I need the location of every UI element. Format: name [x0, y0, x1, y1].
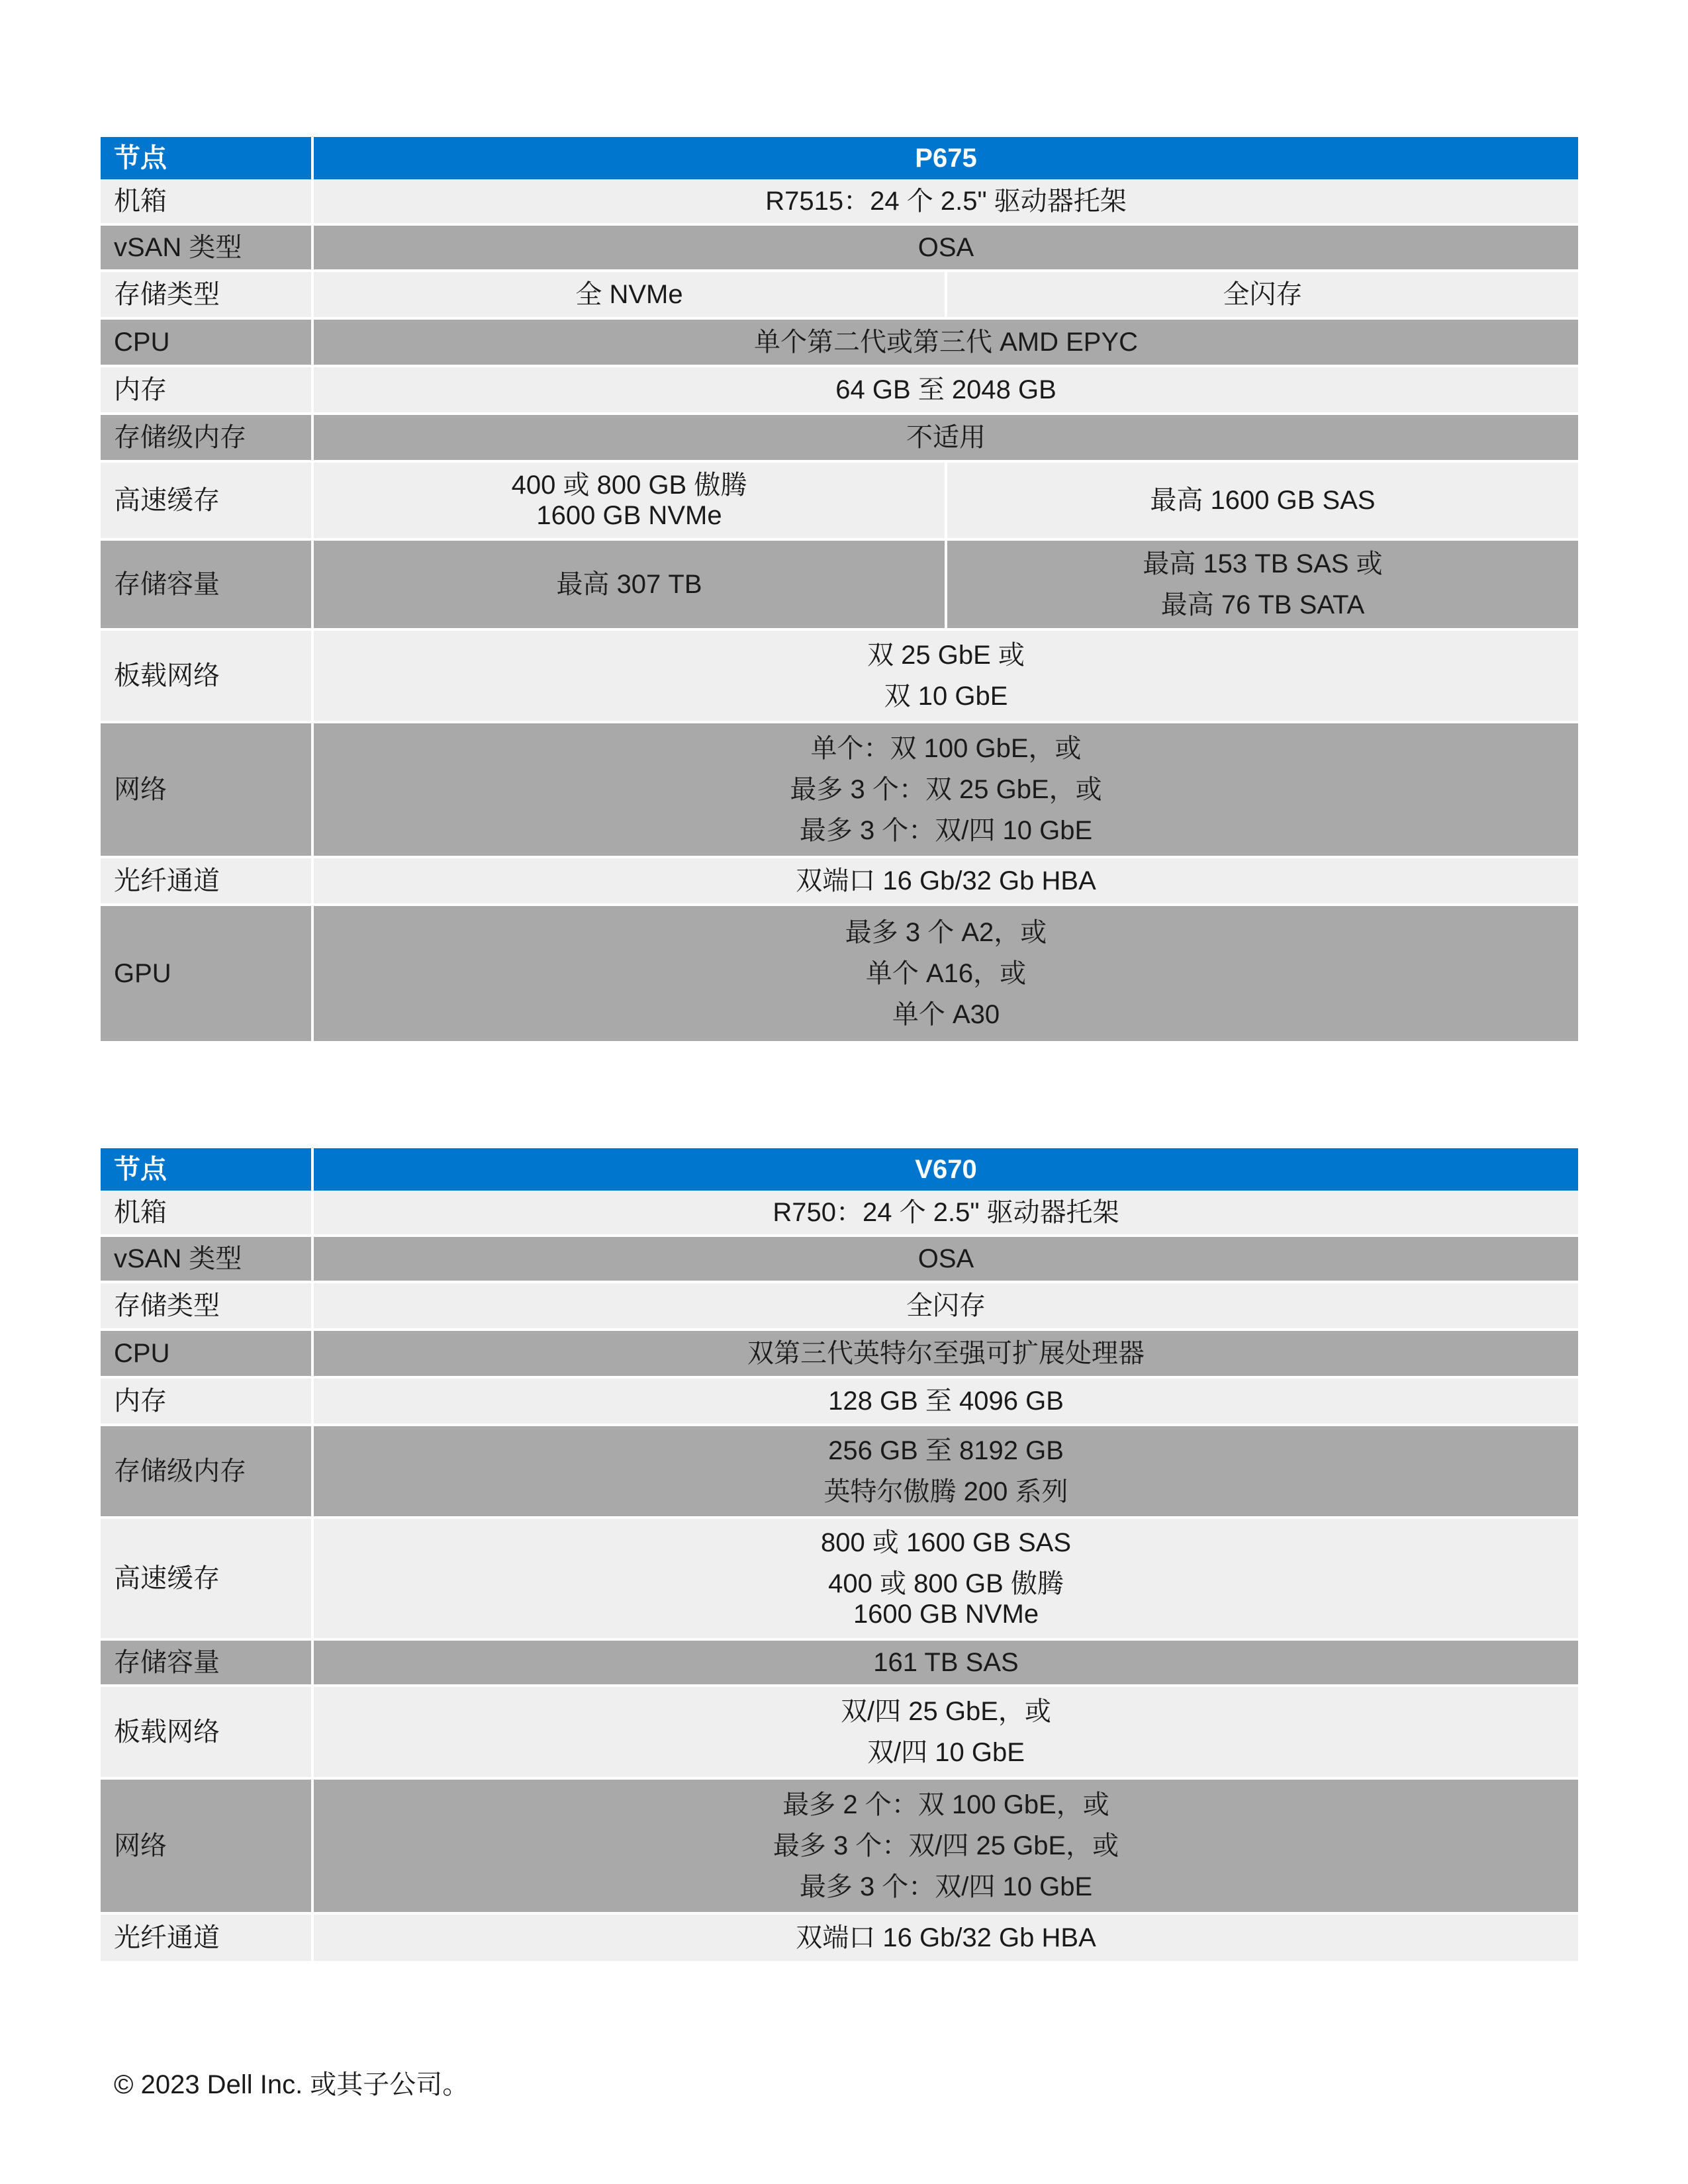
table-row — [101, 1687, 1578, 1780]
value-line: 400 或 800 GB 傲腾 — [828, 1569, 1064, 1598]
row-value — [311, 906, 1578, 1041]
row-value: 全闪存 — [311, 1283, 1578, 1331]
value-line: 双/四 10 GbE — [867, 1738, 1025, 1767]
row-label: 高速缓存 — [101, 1519, 311, 1641]
row-label: 存储类型 — [101, 1283, 311, 1331]
value-line: 英特尔傲腾 200 系列 — [823, 1477, 1068, 1506]
row-value: 全闪存 — [945, 272, 1578, 320]
table-row — [101, 1331, 1578, 1379]
copyright-footer: © 2023 Dell Inc. 或其子公司。 — [114, 2070, 469, 2099]
value-line: 最多 3 个 A2，或 — [845, 918, 1047, 947]
row-value — [311, 723, 1578, 858]
row-value — [311, 1519, 1578, 1641]
row-label: 板载网络 — [101, 631, 311, 723]
row-label: vSAN 类型 — [101, 226, 311, 272]
row-label: vSAN 类型 — [101, 1237, 311, 1283]
row-value: R750：24 个 2.5" 驱动器托架 — [311, 1191, 1578, 1237]
row-value: 不适用 — [311, 415, 1578, 463]
row-label: 网络 — [101, 723, 311, 858]
value-line: 单个 A30 — [892, 1000, 1000, 1029]
table-row — [101, 179, 1578, 226]
row-value: 全 NVMe — [311, 272, 945, 320]
row-label: 板载网络 — [101, 1687, 311, 1780]
row-value — [945, 541, 1578, 631]
table-row — [101, 463, 1578, 541]
row-label: 存储容量 — [101, 1641, 311, 1687]
row-value: 双端口 16 Gb/32 Gb HBA — [311, 858, 1578, 906]
value-line: 256 GB 至 8192 GB — [828, 1436, 1064, 1465]
row-value: 64 GB 至 2048 GB — [311, 367, 1578, 415]
table-row — [101, 1426, 1578, 1519]
row-label: CPU — [101, 320, 311, 367]
row-value: R7515：24 个 2.5" 驱动器托架 — [311, 179, 1578, 226]
value-line: 800 或 1600 GB SAS — [821, 1528, 1072, 1557]
row-value — [311, 631, 1578, 723]
table-row — [101, 1915, 1578, 1961]
row-value: 最高 1600 GB SAS — [945, 463, 1578, 541]
spec-table-v670 — [101, 1148, 1578, 1961]
table-row — [101, 858, 1578, 906]
row-value: 128 GB 至 4096 GB — [311, 1379, 1578, 1426]
value-line: 400 或 800 GB 傲腾 — [511, 471, 747, 500]
table-row — [101, 226, 1578, 272]
value-line: 最高 76 TB SATA — [1160, 590, 1365, 619]
header-label: 节点 — [101, 1148, 311, 1191]
value-line: 最多 3 个：双/四 10 GbE — [799, 1872, 1093, 1901]
header-model: V670 — [311, 1148, 1578, 1191]
row-label: 机箱 — [101, 1191, 311, 1237]
table-row — [101, 415, 1578, 463]
spec-table-p675 — [101, 137, 1578, 1041]
value-line: 单个 A16，或 — [865, 959, 1027, 988]
table-row — [101, 723, 1578, 858]
row-value — [311, 463, 945, 541]
row-value: 最高 307 TB — [311, 541, 945, 631]
row-value — [311, 1687, 1578, 1780]
value-line: 最多 2 个：双 100 GbE，或 — [782, 1790, 1109, 1819]
table-row — [101, 1237, 1578, 1283]
row-label: 光纤通道 — [101, 1915, 311, 1961]
row-value: 双端口 16 Gb/32 Gb HBA — [311, 1915, 1578, 1961]
table-row — [101, 367, 1578, 415]
row-label: CPU — [101, 1331, 311, 1379]
row-value: 单个第二代或第三代 AMD EPYC — [311, 320, 1578, 367]
table-row — [101, 1191, 1578, 1237]
table-row — [101, 1780, 1578, 1915]
table-row — [101, 1641, 1578, 1687]
row-label: 存储容量 — [101, 541, 311, 631]
value-line: 1600 GB NVMe — [853, 1600, 1039, 1629]
table-row — [101, 1379, 1578, 1426]
row-label: 光纤通道 — [101, 858, 311, 906]
row-value: OSA — [311, 1237, 1578, 1283]
row-value — [311, 1426, 1578, 1519]
value-line: 最多 3 个：双/四 25 GbE，或 — [773, 1831, 1119, 1860]
value-line: 双 10 GbE — [884, 682, 1008, 711]
row-value: OSA — [311, 226, 1578, 272]
value-line: 双/四 25 GbE，或 — [841, 1697, 1051, 1726]
row-label: 存储级内存 — [101, 415, 311, 463]
row-label: 网络 — [101, 1780, 311, 1915]
row-label: 存储类型 — [101, 272, 311, 320]
value-line: 双 25 GbE 或 — [867, 641, 1025, 670]
table-row — [101, 1519, 1578, 1641]
value-line: 最高 153 TB SAS 或 — [1143, 549, 1383, 578]
row-value — [311, 1780, 1578, 1915]
row-label: GPU — [101, 906, 311, 1041]
row-value: 161 TB SAS — [311, 1641, 1578, 1687]
table-header-row — [101, 1148, 1578, 1191]
table-row — [101, 541, 1578, 631]
table-row — [101, 272, 1578, 320]
table-row — [101, 906, 1578, 1041]
row-label: 机箱 — [101, 179, 311, 226]
row-label: 内存 — [101, 1379, 311, 1426]
value-line: 最多 3 个：双/四 10 GbE — [799, 816, 1093, 845]
row-label: 存储级内存 — [101, 1426, 311, 1519]
table-row — [101, 320, 1578, 367]
row-value: 双第三代英特尔至强可扩展处理器 — [311, 1331, 1578, 1379]
value-line: 单个：双 100 GbE，或 — [810, 734, 1082, 763]
table-header-row — [101, 137, 1578, 179]
value-line: 最多 3 个：双 25 GbE，或 — [790, 775, 1102, 804]
header-model: P675 — [311, 137, 1578, 179]
table-row — [101, 1283, 1578, 1331]
header-label: 节点 — [101, 137, 311, 179]
table-row — [101, 631, 1578, 723]
row-label: 高速缓存 — [101, 463, 311, 541]
row-label: 内存 — [101, 367, 311, 415]
value-line: 1600 GB NVMe — [536, 501, 722, 530]
